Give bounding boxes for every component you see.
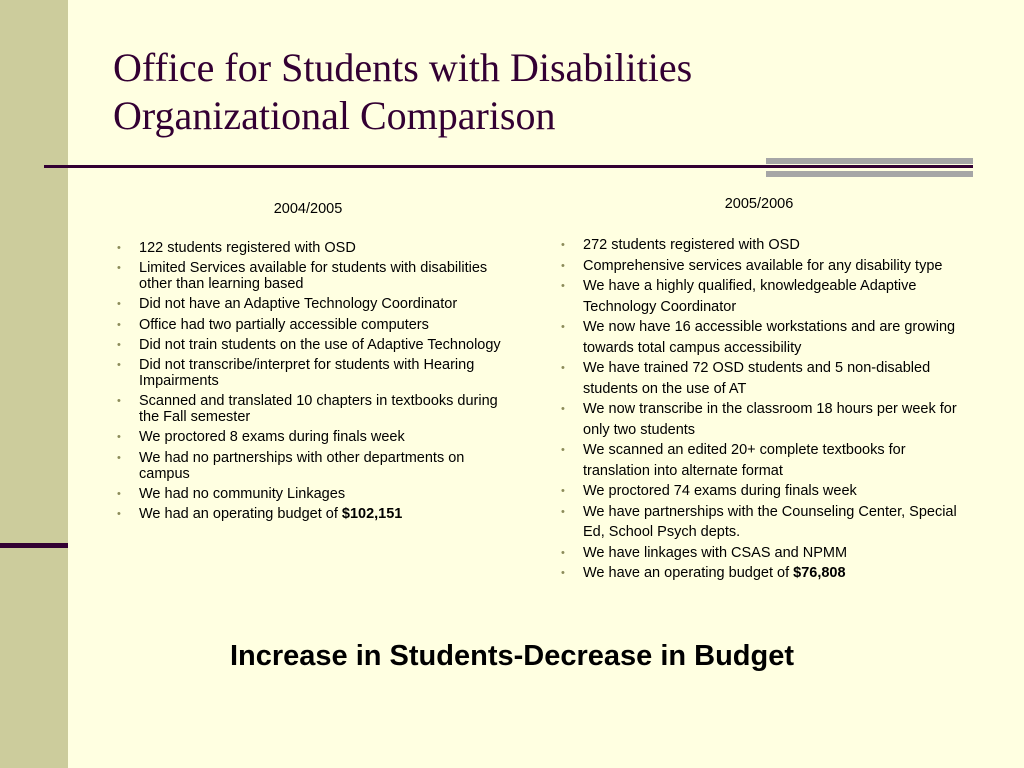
- bullet-icon: •: [561, 259, 565, 272]
- list-item: • 272 students registered with OSD: [554, 235, 964, 256]
- list-item: • We proctored 8 exams during finals week: [117, 429, 405, 446]
- budget-item-left: • We had an operating budget of $102,151: [117, 505, 403, 522]
- divider-accent-top: [766, 158, 973, 164]
- list-item: • We have partnerships with the Counseling Center, Special Ed, School Psych depts.: [561, 503, 957, 540]
- column-2004-2005: [110, 200, 506, 526]
- slide-footer-caption: Increase in Students-Decrease in Budget: [229, 640, 795, 672]
- list-item: • We now have 16 accessible workstations and are growing towards total campus accessibility: [561, 319, 956, 356]
- list-item: • Did not train students on the use of Adaptive Technology: [117, 336, 501, 353]
- list-item: • We have linkages with CSAS and NPMM: [554, 543, 964, 564]
- left-bullet-list: [110, 240, 506, 522]
- bullet-icon: •: [117, 318, 121, 331]
- list-item: • We had no community Linkages: [117, 485, 346, 502]
- bullet-icon: •: [117, 298, 121, 311]
- list-item: • Did not transcribe/interpret for students with Hearing Impairments: [117, 356, 475, 389]
- bullet-icon: •: [561, 505, 565, 518]
- list-item: • Comprehensive services available for any disability type: [554, 256, 964, 277]
- bullet-icon: •: [117, 507, 121, 520]
- list-item: • Scanned and translated 10 chapters in textbooks during the Fall semester: [117, 393, 498, 426]
- right-bullet-list: [554, 235, 964, 584]
- list-item: • We now transcribe in the classroom 18 hours per week for only two students: [561, 401, 957, 438]
- bullet-icon: •: [117, 451, 121, 464]
- list-item: • Did not have an Adaptive Technology Coordinator: [117, 296, 458, 313]
- side-accent-bar: [0, 543, 68, 548]
- bullet-icon: •: [561, 239, 565, 251]
- column-2005-2006: [554, 195, 964, 584]
- bullet-icon: •: [561, 362, 565, 374]
- bullet-icon: •: [117, 487, 121, 500]
- list-item: • We scanned an edited 20+ complete textbooks for translation into alternate format: [561, 442, 906, 479]
- bullet-icon: •: [117, 242, 121, 254]
- bullet-icon: •: [561, 321, 565, 333]
- bullet-icon: •: [117, 358, 121, 371]
- column-heading-right: 2005/2006: [724, 196, 794, 212]
- list-item: • 122 students registered with OSD: [117, 240, 356, 256]
- title-line-1: Office for Students with Disabilities: [113, 45, 693, 90]
- bullet-icon: •: [561, 403, 565, 415]
- column-heading-left: 2004/2005: [273, 201, 343, 217]
- bullet-icon: •: [561, 546, 565, 559]
- list-item: • Office had two partially accessible computers: [117, 316, 429, 333]
- divider-accent-bottom: [766, 171, 973, 177]
- slide-title: [113, 44, 973, 140]
- bullet-icon: •: [561, 567, 565, 579]
- list-item: • We had no partnerships with other departments on campus: [117, 449, 465, 482]
- bullet-icon: •: [117, 431, 121, 444]
- bullet-icon: •: [561, 485, 565, 497]
- list-item: • Limited Services available for students with disabilities other than learning based: [117, 260, 488, 293]
- budget-value-left: $102,151: [341, 505, 403, 522]
- bullet-icon: •: [117, 338, 121, 351]
- list-item: • We proctored 74 exams during finals week: [554, 481, 964, 502]
- title-divider: [44, 165, 973, 168]
- title-line-2: Organizational Comparison: [113, 93, 556, 138]
- list-item: • We have trained 72 OSD students and 5 non-disabled students on the use of AT: [561, 360, 931, 397]
- budget-item-right: • We have an operating budget of $76,808: [554, 563, 964, 584]
- bullet-icon: •: [117, 395, 121, 408]
- bullet-icon: •: [117, 262, 121, 275]
- bullet-icon: •: [561, 280, 565, 292]
- budget-value-right: $76,808: [793, 565, 846, 581]
- list-item: • We have a highly qualified, knowledgeable Adaptive Technology Coordinator: [561, 278, 917, 315]
- bullet-icon: •: [561, 444, 565, 456]
